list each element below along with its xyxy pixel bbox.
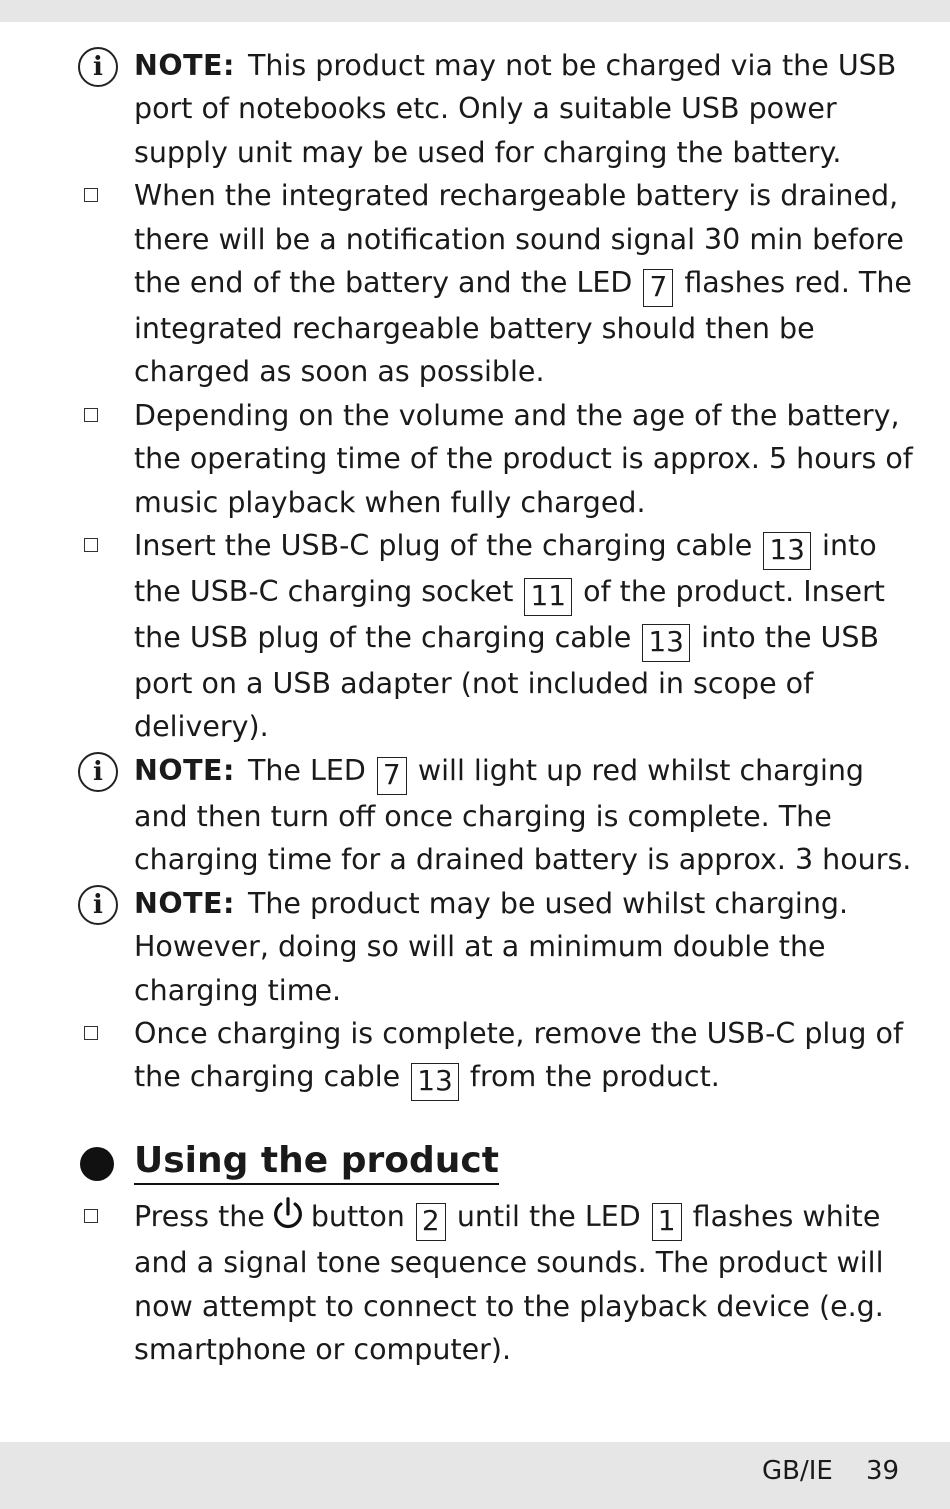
text-span: The LED xyxy=(247,753,366,787)
text-span: flashes white and a signal tone sequence sounds. The product will now attempt to connect to the playback device (e.g. smartphone or computer). xyxy=(134,1200,884,1367)
power-icon xyxy=(269,1195,307,1233)
text-span: Insert the USB-C plug of the charging cable xyxy=(134,529,753,563)
info-icon: i xyxy=(78,752,118,792)
list-item-text xyxy=(134,1195,918,1371)
reference-number: 7 xyxy=(643,269,673,307)
info-icon: i xyxy=(78,47,118,87)
note-label: NOTE: xyxy=(134,886,235,920)
list-item-text xyxy=(134,524,918,749)
list-item xyxy=(78,1012,918,1101)
list-item xyxy=(78,394,918,524)
text-span: of the product. Insert the USB plug of the charging cable xyxy=(134,575,885,655)
list-item xyxy=(78,1195,918,1371)
text-span: button xyxy=(310,1200,405,1234)
list-item-text: Depending on the volume and the age of the battery, the operating time of the product is approx. 5 hours of music playback when fully charged. xyxy=(134,398,913,519)
text-span: will light up red whilst charging and then turn off once charging is complete. The charging time for a drained battery is approx. 3 hours. xyxy=(134,753,912,877)
note-label: NOTE: xyxy=(134,49,235,82)
info-icon: i xyxy=(78,885,118,925)
checkbox-bullet-icon xyxy=(84,538,98,552)
top-margin-strip xyxy=(0,0,950,22)
note-paragraph xyxy=(134,882,918,1012)
text-span: Once charging is complete, remove the USB-C plug of the charging cable xyxy=(134,1016,904,1094)
reference-number: 13 xyxy=(642,624,690,662)
note-paragraph xyxy=(134,44,918,174)
checkbox-bullet-icon xyxy=(84,408,98,422)
text-span: until the LED xyxy=(456,1200,641,1234)
section-title: Using the product xyxy=(134,1139,499,1185)
section-heading xyxy=(78,1139,918,1189)
note-text: This product may not be charged via the USB port of notebooks etc. Only a suitable USB power supply unit may be used for charging the battery. xyxy=(134,49,897,169)
text-span: into the USB-C charging socket xyxy=(134,529,877,609)
note-item xyxy=(78,44,918,174)
note-paragraph xyxy=(134,749,918,882)
list-item xyxy=(78,524,918,749)
page-footer xyxy=(0,1442,950,1509)
note-label: NOTE: xyxy=(134,753,235,787)
reference-number: 7 xyxy=(377,757,407,795)
text-span: from the product. xyxy=(469,1060,720,1094)
note-text: The product may be used whilst charging. However, doing so will at a minimum double the charging time. xyxy=(134,886,849,1007)
footer-region: GB/IE xyxy=(762,1456,833,1486)
checkbox-bullet-icon xyxy=(84,1209,98,1223)
reference-number: 11 xyxy=(524,578,572,616)
reference-number: 13 xyxy=(763,532,811,570)
note-item xyxy=(78,749,918,882)
page-number: 39 xyxy=(866,1456,900,1486)
text-span: When the integrated rechargeable battery is drained, there will be a notification sound signal 30 min before the end of the battery and the LED xyxy=(134,179,904,300)
note-item xyxy=(78,882,918,1012)
list-item xyxy=(78,174,918,394)
reference-number: 2 xyxy=(416,1203,446,1241)
reference-number: 13 xyxy=(411,1063,459,1101)
checkbox-bullet-icon xyxy=(84,1026,98,1040)
text-span: Press the xyxy=(134,1200,265,1234)
list-item-text xyxy=(134,1012,918,1101)
text-span: into the USB port on a USB adapter (not included in scope of delivery). xyxy=(134,621,880,744)
text-span: flashes red. The integrated rechargeable battery should then be charged as soon as possible. xyxy=(134,266,912,389)
list-item-text xyxy=(134,174,918,394)
checkbox-bullet-icon xyxy=(84,188,98,202)
page-content xyxy=(78,44,918,1372)
reference-number: 1 xyxy=(652,1203,682,1241)
section-bullet-icon xyxy=(80,1147,114,1181)
